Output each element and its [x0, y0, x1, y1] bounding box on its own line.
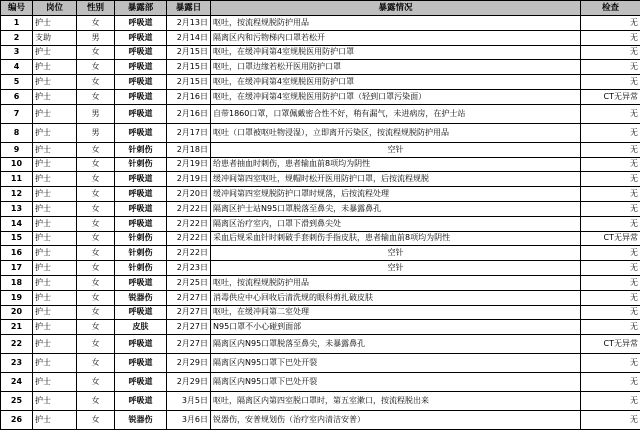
cell-no: 14	[1, 216, 33, 231]
cell-exposure-part: 呼吸道	[115, 373, 167, 392]
cell-position: 护士	[33, 216, 77, 231]
cell-position: 护士	[33, 157, 77, 172]
cell-sex: 男	[77, 123, 115, 142]
cell-exposure-description: 呕吐，在缓冲间第4室规脱医用防护口罩	[211, 75, 581, 90]
table-row	[1, 157, 640, 172]
cell-sex: 女	[77, 335, 115, 354]
cell-position: 护士	[33, 392, 77, 411]
cell-no: 3	[1, 45, 33, 60]
cell-sex: 女	[77, 75, 115, 90]
cell-sex: 女	[77, 290, 115, 305]
table-row	[1, 216, 640, 231]
table-row	[1, 123, 640, 142]
cell-exposure-date: 2月19日	[167, 157, 211, 172]
header-row	[1, 1, 640, 16]
table-row	[1, 305, 640, 320]
cell-sex: 女	[77, 45, 115, 60]
cell-position: 护士	[33, 335, 77, 354]
cell-exposure-description: 隔离区内N95口罩脱落至鼻尖，未暴露鼻孔	[211, 335, 581, 354]
cell-exposure-description: 采血后规采血针时刺破手套刺伤手指皮肤，患者输血前8项均为阴性	[211, 231, 581, 246]
cell-exposure-description: 空针	[211, 142, 581, 157]
table-row	[1, 187, 640, 202]
cell-exposure-description: 锐器伤，安普规划伤（治疗室内清洁安普）	[211, 411, 581, 430]
cell-check: 无	[581, 157, 640, 172]
cell-check: 无	[581, 411, 640, 430]
cell-position: 护士	[33, 231, 77, 246]
cell-no: 9	[1, 142, 33, 157]
cell-no: 19	[1, 290, 33, 305]
cell-exposure-part: 呼吸道	[115, 123, 167, 142]
cell-no: 23	[1, 354, 33, 373]
cell-position: 护士	[33, 354, 77, 373]
cell-sex: 女	[77, 411, 115, 430]
header-position: 岗位	[33, 1, 77, 16]
cell-position: 护士	[33, 290, 77, 305]
cell-exposure-description: 隔离区内N95口罩下巴处开裂	[211, 354, 581, 373]
cell-exposure-description: 隔离区内和污物梯内口罩若松开	[211, 30, 581, 45]
cell-no: 2	[1, 30, 33, 45]
cell-sex: 女	[77, 172, 115, 187]
table-row	[1, 373, 640, 392]
cell-check: 无	[581, 392, 640, 411]
cell-position: 护士	[33, 246, 77, 261]
cell-check: 无	[581, 60, 640, 75]
table-row	[1, 104, 640, 123]
cell-sex: 女	[77, 216, 115, 231]
cell-exposure-part: 呼吸道	[115, 89, 167, 104]
cell-exposure-part: 呼吸道	[115, 75, 167, 90]
cell-exposure-date: 2月13日	[167, 16, 211, 31]
cell-sex: 女	[77, 157, 115, 172]
cell-position: 护士	[33, 89, 77, 104]
cell-exposure-date: 2月16日	[167, 104, 211, 123]
cell-exposure-date: 2月22日	[167, 216, 211, 231]
cell-check: 无	[581, 261, 640, 276]
table-row	[1, 411, 640, 430]
cell-check: 无	[581, 373, 640, 392]
cell-check: 无	[581, 16, 640, 31]
cell-exposure-date: 2月25日	[167, 275, 211, 290]
cell-exposure-description: 自带1860口罩，口罩佩戴密合性不好，稍有漏气，未进病房，在护士站	[211, 104, 581, 123]
cell-exposure-date: 2月15日	[167, 75, 211, 90]
cell-position: 护士	[33, 411, 77, 430]
cell-exposure-part: 呼吸道	[115, 104, 167, 123]
cell-no: 18	[1, 275, 33, 290]
cell-position: 护士	[33, 305, 77, 320]
cell-sex: 女	[77, 305, 115, 320]
cell-exposure-part: 针刺伤	[115, 261, 167, 276]
header-sex: 性别	[77, 1, 115, 16]
cell-exposure-description: N95口罩不小心碰到面部	[211, 320, 581, 335]
cell-sex: 女	[77, 392, 115, 411]
cell-exposure-description: 呕吐，在缓冲间第4室规脱医用防护口罩（轻到口罩污染面）	[211, 89, 581, 104]
cell-position: 护士	[33, 320, 77, 335]
cell-exposure-part: 呼吸道	[115, 45, 167, 60]
cell-exposure-part: 锐器伤	[115, 411, 167, 430]
cell-exposure-date: 2月29日	[167, 373, 211, 392]
cell-no: 10	[1, 157, 33, 172]
cell-check: 无	[581, 123, 640, 142]
cell-check: 无	[581, 45, 640, 60]
cell-exposure-date: 2月22日	[167, 246, 211, 261]
cell-no: 4	[1, 60, 33, 75]
cell-sex: 女	[77, 373, 115, 392]
cell-position: 护士	[33, 142, 77, 157]
cell-sex: 男	[77, 104, 115, 123]
cell-sex: 女	[77, 231, 115, 246]
cell-exposure-description: 空针	[211, 261, 581, 276]
cell-exposure-description: 缓冲间第四室呕吐，规帽时松开医用防护口罩，后按流程规脱	[211, 172, 581, 187]
cell-check: 无	[581, 30, 640, 45]
cell-exposure-part: 呼吸道	[115, 201, 167, 216]
cell-exposure-description: 呕吐，隔离区内第四室脱口罩时，第五室漱口，按流程脱出来	[211, 392, 581, 411]
cell-exposure-description: 呕吐（口罩被呕吐物浸湿），立即离开污染区，按流程规脱防护用品	[211, 123, 581, 142]
cell-exposure-date: 2月27日	[167, 320, 211, 335]
cell-exposure-part: 针刺伤	[115, 142, 167, 157]
cell-check: 无	[581, 290, 640, 305]
cell-position: 护士	[33, 172, 77, 187]
cell-position: 护士	[33, 16, 77, 31]
cell-no: 5	[1, 75, 33, 90]
header-exposure-date: 暴露日	[167, 1, 211, 16]
table-row	[1, 354, 640, 373]
cell-exposure-part: 呼吸道	[115, 354, 167, 373]
table-row	[1, 45, 640, 60]
cell-position: 护士	[33, 373, 77, 392]
cell-exposure-description: 呕吐，按流程规脱防护用品	[211, 16, 581, 31]
cell-check: 无	[581, 305, 640, 320]
cell-exposure-part: 呼吸道	[115, 172, 167, 187]
cell-sex: 女	[77, 89, 115, 104]
cell-exposure-part: 针刺伤	[115, 246, 167, 261]
cell-exposure-date: 2月29日	[167, 354, 211, 373]
cell-no: 11	[1, 172, 33, 187]
cell-check: 无	[581, 354, 640, 373]
cell-no: 8	[1, 123, 33, 142]
table-row	[1, 392, 640, 411]
cell-exposure-part: 呼吸道	[115, 275, 167, 290]
cell-sex: 女	[77, 320, 115, 335]
cell-check: 无	[581, 246, 640, 261]
header-exposure-part: 暴露部	[115, 1, 167, 16]
cell-sex: 女	[77, 261, 115, 276]
table-row	[1, 142, 640, 157]
header-exposure-description: 暴露情况	[211, 1, 581, 16]
cell-sex: 男	[77, 30, 115, 45]
cell-exposure-part: 呼吸道	[115, 187, 167, 202]
cell-exposure-description: 隔离区治疗室内，口罩下滑到鼻尖处	[211, 216, 581, 231]
cell-sex: 女	[77, 246, 115, 261]
cell-no: 26	[1, 411, 33, 430]
cell-sex: 女	[77, 187, 115, 202]
cell-exposure-part: 皮肤	[115, 320, 167, 335]
cell-exposure-part: 针刺伤	[115, 231, 167, 246]
table-row	[1, 201, 640, 216]
cell-exposure-date: 2月22日	[167, 231, 211, 246]
cell-check: 无	[581, 275, 640, 290]
table-row	[1, 261, 640, 276]
cell-check: 无	[581, 142, 640, 157]
cell-no: 6	[1, 89, 33, 104]
cell-exposure-part: 锐器伤	[115, 290, 167, 305]
cell-exposure-date: 2月17日	[167, 123, 211, 142]
cell-check: 无	[581, 216, 640, 231]
cell-exposure-part: 呼吸道	[115, 60, 167, 75]
cell-exposure-description: 消毒供应中心回收后清洗规的眼科剪扎破皮肤	[211, 290, 581, 305]
cell-exposure-date: 2月22日	[167, 201, 211, 216]
cell-exposure-date: 2月27日	[167, 335, 211, 354]
cell-sex: 女	[77, 16, 115, 31]
table-row	[1, 320, 640, 335]
cell-no: 13	[1, 201, 33, 216]
cell-no: 1	[1, 16, 33, 31]
cell-exposure-date: 3月5日	[167, 392, 211, 411]
cell-exposure-part: 呼吸道	[115, 392, 167, 411]
cell-position: 护士	[33, 45, 77, 60]
cell-no: 15	[1, 231, 33, 246]
cell-no: 25	[1, 392, 33, 411]
cell-check: 无	[581, 75, 640, 90]
cell-position: 护士	[33, 187, 77, 202]
cell-sex: 女	[77, 354, 115, 373]
cell-exposure-description: 缓冲间第四室规脱防护口罩时规落，后按流程处理	[211, 187, 581, 202]
cell-sex: 女	[77, 201, 115, 216]
table-row	[1, 16, 640, 31]
cell-position: 护士	[33, 123, 77, 142]
cell-exposure-description: 空针	[211, 246, 581, 261]
cell-position: 护士	[33, 201, 77, 216]
cell-no: 20	[1, 305, 33, 320]
cell-check: 无	[581, 320, 640, 335]
cell-no: 7	[1, 104, 33, 123]
cell-exposure-description: 呕吐，按流程规脱防护用品	[211, 275, 581, 290]
cell-exposure-date: 2月23日	[167, 261, 211, 276]
cell-position: 护士	[33, 104, 77, 123]
cell-exposure-part: 呼吸道	[115, 305, 167, 320]
cell-position: 护士	[33, 75, 77, 90]
table-row	[1, 89, 640, 104]
cell-sex: 女	[77, 60, 115, 75]
cell-no: 22	[1, 335, 33, 354]
cell-exposure-description: 呕吐，在缓冲间第4室规脱医用防护口罩	[211, 45, 581, 60]
cell-no: 21	[1, 320, 33, 335]
cell-exposure-date: 2月14日	[167, 30, 211, 45]
table-row	[1, 75, 640, 90]
cell-check: CT无异常	[581, 335, 640, 354]
cell-exposure-date: 2月20日	[167, 187, 211, 202]
table-row	[1, 275, 640, 290]
cell-check: 无	[581, 187, 640, 202]
table-row	[1, 60, 640, 75]
cell-exposure-date: 2月27日	[167, 290, 211, 305]
table-row	[1, 30, 640, 45]
cell-position: 护士	[33, 275, 77, 290]
cell-exposure-part: 呼吸道	[115, 216, 167, 231]
cell-position: 护士	[33, 261, 77, 276]
cell-exposure-date: 2月16日	[167, 89, 211, 104]
cell-exposure-date: 3月6日	[167, 411, 211, 430]
cell-no: 12	[1, 187, 33, 202]
cell-exposure-description: 呕吐，在缓冲间第二室处理	[211, 305, 581, 320]
table-row	[1, 290, 640, 305]
cell-no: 16	[1, 246, 33, 261]
cell-exposure-description: 呕吐，口罩边缘若松开医用防护口罩	[211, 60, 581, 75]
cell-no: 17	[1, 261, 33, 276]
cell-exposure-description: 给患者抽血时刺伤，患者输血前8项均为阴性	[211, 157, 581, 172]
cell-check: 无	[581, 104, 640, 123]
table-row	[1, 335, 640, 354]
cell-position: 支助	[33, 30, 77, 45]
cell-exposure-date: 2月18日	[167, 142, 211, 157]
cell-check: CT无异常	[581, 231, 640, 246]
cell-sex: 女	[77, 275, 115, 290]
cell-sex: 女	[77, 142, 115, 157]
cell-exposure-description: 隔离区护士站N95口罩脱落至鼻尖，未暴露鼻孔	[211, 201, 581, 216]
cell-exposure-date: 2月19日	[167, 172, 211, 187]
cell-exposure-date: 2月27日	[167, 305, 211, 320]
cell-position: 护士	[33, 60, 77, 75]
cell-no: 24	[1, 373, 33, 392]
cell-check: 无	[581, 172, 640, 187]
cell-exposure-part: 呼吸道	[115, 335, 167, 354]
header-check: 检查	[581, 1, 640, 16]
cell-exposure-part: 针刺伤	[115, 157, 167, 172]
cell-exposure-description: 隔离区内N95口罩下巴处开裂	[211, 373, 581, 392]
cell-check: CT无异常	[581, 89, 640, 104]
table-row	[1, 172, 640, 187]
cell-exposure-date: 2月15日	[167, 45, 211, 60]
cell-check: 无	[581, 201, 640, 216]
table-row	[1, 246, 640, 261]
cell-exposure-part: 呼吸道	[115, 16, 167, 31]
cell-exposure-date: 2月15日	[167, 60, 211, 75]
header-no: 编号	[1, 1, 33, 16]
cell-exposure-part: 呼吸道	[115, 30, 167, 45]
table-body	[1, 16, 640, 430]
table-row	[1, 231, 640, 246]
